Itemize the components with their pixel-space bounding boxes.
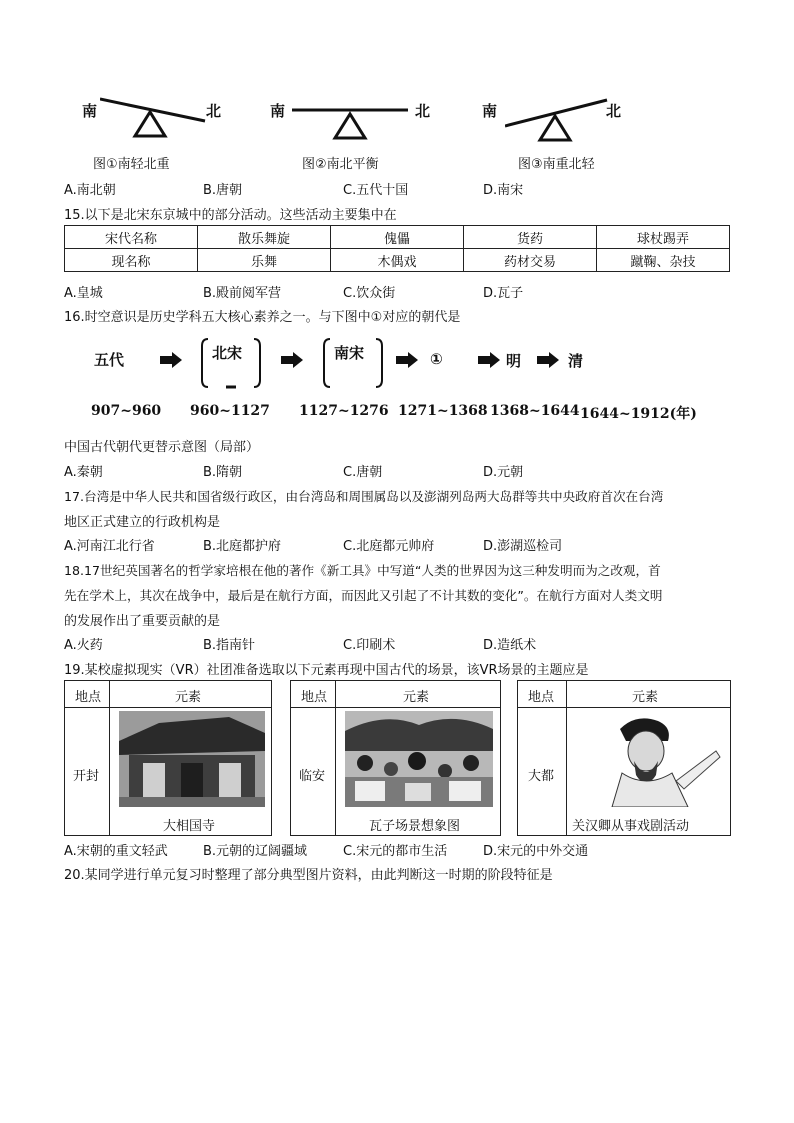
seesaw-3-right-label: 北 [606, 102, 622, 120]
q18-option-b[interactable]: B.指南针 [203, 638, 256, 653]
q15-option-d[interactable]: D.瓦子 [483, 286, 524, 301]
q16-option-a[interactable]: A.秦朝 [64, 465, 103, 480]
header-element: 元素 [632, 690, 659, 705]
timeline-item: 南宋 [334, 344, 365, 362]
header-place: 地点 [75, 690, 102, 705]
seesaw-1-diagram [100, 94, 210, 144]
vr-place: 大都 [528, 769, 555, 784]
q16-option-c[interactable]: C.唐朝 [343, 465, 383, 480]
timeline-year: 1368~1644 [490, 403, 580, 419]
q17-option-d[interactable]: D.澎湖巡检司 [483, 539, 563, 554]
timeline-year: 1127~1276 [299, 403, 389, 419]
timeline-year: 907~960 [91, 403, 162, 419]
q15-option-b[interactable]: B.殿前阅军营 [203, 286, 282, 301]
vr-box-header [518, 681, 730, 708]
arrow-right-icon [396, 352, 418, 368]
table-cell: 散乐舞旋 [198, 226, 331, 249]
seesaw-3-left-label: 南 [482, 102, 498, 120]
q14-option-b[interactable]: B.唐朝 [203, 183, 243, 198]
vr-box-dadu [517, 680, 731, 836]
vr-box-linan [290, 680, 501, 836]
arrow-right-icon [537, 352, 559, 368]
vr-caption: 瓦子场景想象图 [369, 819, 461, 834]
table-cell: 乐舞 [198, 249, 331, 272]
q15-option-a[interactable]: A.皇城 [64, 286, 103, 301]
q18-option-d[interactable]: D.造纸术 [483, 638, 537, 653]
timeline-item: 清 [568, 352, 584, 370]
q17-option-c[interactable]: C.北庭都元帅府 [343, 539, 435, 554]
table-cell: 宋代名称 [65, 226, 198, 249]
divider [335, 681, 336, 835]
q17-option-a[interactable]: A.河南江北行省 [64, 539, 155, 554]
table-cell: 傀儡 [331, 226, 464, 249]
q18-option-c[interactable]: C.印刷术 [343, 638, 396, 653]
header-element: 元素 [175, 690, 202, 705]
seesaw-1-left-label: 南 [82, 102, 98, 120]
q15-table [64, 225, 730, 272]
q14-option-c[interactable]: C.五代十国 [343, 183, 409, 198]
timeline-year: 1644~1912(年) [580, 406, 697, 422]
q19-option-a[interactable]: A.宋朝的重文轻武 [64, 844, 168, 859]
q16-stem: 16.时空意识是历史学科五大核心素养之一。与下图中①对应的朝代是 [64, 310, 461, 325]
q15-option-c[interactable]: C.饮众街 [343, 286, 396, 301]
table-cell: 球杖踢弄 [597, 226, 730, 249]
seesaw-1-right-label: 北 [206, 102, 222, 120]
seesaw-3-diagram [505, 96, 611, 146]
q17-option-b[interactable]: B.北庭都护府 [203, 539, 282, 554]
timeline-item: 明 [506, 352, 522, 370]
seesaw-3-caption: 图③南重北轻 [518, 157, 595, 172]
vr-place: 临安 [299, 769, 326, 784]
guan-hanqing-portrait [576, 711, 724, 807]
seesaw-1-caption: 图①南轻北重 [93, 157, 170, 172]
temple-image [119, 711, 265, 807]
arrow-right-icon [281, 352, 303, 368]
timeline-item: 北宋 [212, 344, 243, 362]
q19-option-b[interactable]: B.元朝的辽阔疆域 [203, 844, 308, 859]
header-place: 地点 [301, 690, 328, 705]
arrow-right-icon [160, 352, 182, 368]
q18-option-a[interactable]: A.火药 [64, 638, 103, 653]
q18-stem-line3: 的发展作出了重要贡献的是 [64, 614, 221, 629]
q19-stem: 19.某校虚拟现实（VR）社团准备选取以下元素再现中国古代的场景，该VR场景的主题应是 [64, 663, 589, 678]
q19-option-c[interactable]: C.宋元的都市生活 [343, 844, 448, 859]
timeline-item: 五代 [94, 351, 125, 369]
table-cell: 木偶戏 [331, 249, 464, 272]
temple-photo [119, 711, 265, 807]
portrait-image [576, 711, 724, 807]
seesaw-2-right-label: 北 [415, 102, 431, 120]
vr-place: 开封 [73, 769, 100, 784]
vr-box-kaifeng [64, 680, 272, 836]
q16-option-b[interactable]: B.隋朝 [203, 465, 243, 480]
q14-option-a[interactable]: A.南北朝 [64, 183, 116, 198]
vr-caption: 关汉卿从事戏剧活动 [572, 819, 690, 834]
seesaw-2-caption: 图②南北平衡 [302, 157, 379, 172]
divider [109, 681, 110, 835]
table-cell: 现名称 [65, 249, 198, 272]
header-place: 地点 [528, 690, 555, 705]
q18-stem-line2: 先在学术上，其次在战争中，最后是在航行方面，而因此又引起了不计其数的变化”。在航行方面对人类文明 [64, 588, 663, 603]
seesaw-2-diagram [292, 104, 412, 144]
q20-stem: 20.某同学进行单元复习时整理了部分典型图片资料，由此判断这一时期的阶段特征是 [64, 868, 553, 883]
q16-caption: 中国古代朝代更替示意图（局部） [64, 440, 260, 455]
vr-box-header [65, 681, 271, 708]
table-cell: 药材交易 [464, 249, 597, 272]
vr-caption: 大相国寺 [163, 819, 216, 834]
q17-stem-line2: 地区正式建立的行政机构是 [64, 515, 221, 530]
header-element: 元素 [403, 690, 430, 705]
arrow-right-icon [478, 352, 500, 368]
table-cell: 蹴鞠、杂技 [597, 249, 730, 272]
q19-option-d[interactable]: D.宋元的中外交通 [483, 844, 589, 859]
seesaw-2-left-label: 南 [270, 102, 286, 120]
timeline-item: ① [430, 350, 443, 368]
q18-stem-line1: 18.17世纪英国著名的哲学家培根在他的著作《新工具》中写道“人类的世界因为这三种发明而为之改观，首 [64, 563, 661, 578]
q15-stem: 15.以下是北宋东京城中的部分活动。这些活动主要集中在 [64, 208, 397, 223]
q16-option-d[interactable]: D.元朝 [483, 465, 524, 480]
timeline-year: 1271~1368 [398, 403, 488, 419]
vr-box-header [291, 681, 500, 708]
table-row [65, 226, 730, 249]
table-row [65, 249, 730, 272]
washe-scene-image [345, 711, 493, 807]
q17-stem-line1: 17.台湾是中华人民共和国省级行政区，由台湾岛和周围属岛以及澎湖列岛两大岛群等共中央政府首次在台湾 [64, 489, 664, 504]
q14-option-d[interactable]: D.南宋 [483, 183, 524, 198]
divider [566, 681, 567, 835]
table-cell: 货药 [464, 226, 597, 249]
washe-scene-photo [345, 711, 493, 807]
timeline-year: 960~1127 [190, 403, 270, 419]
